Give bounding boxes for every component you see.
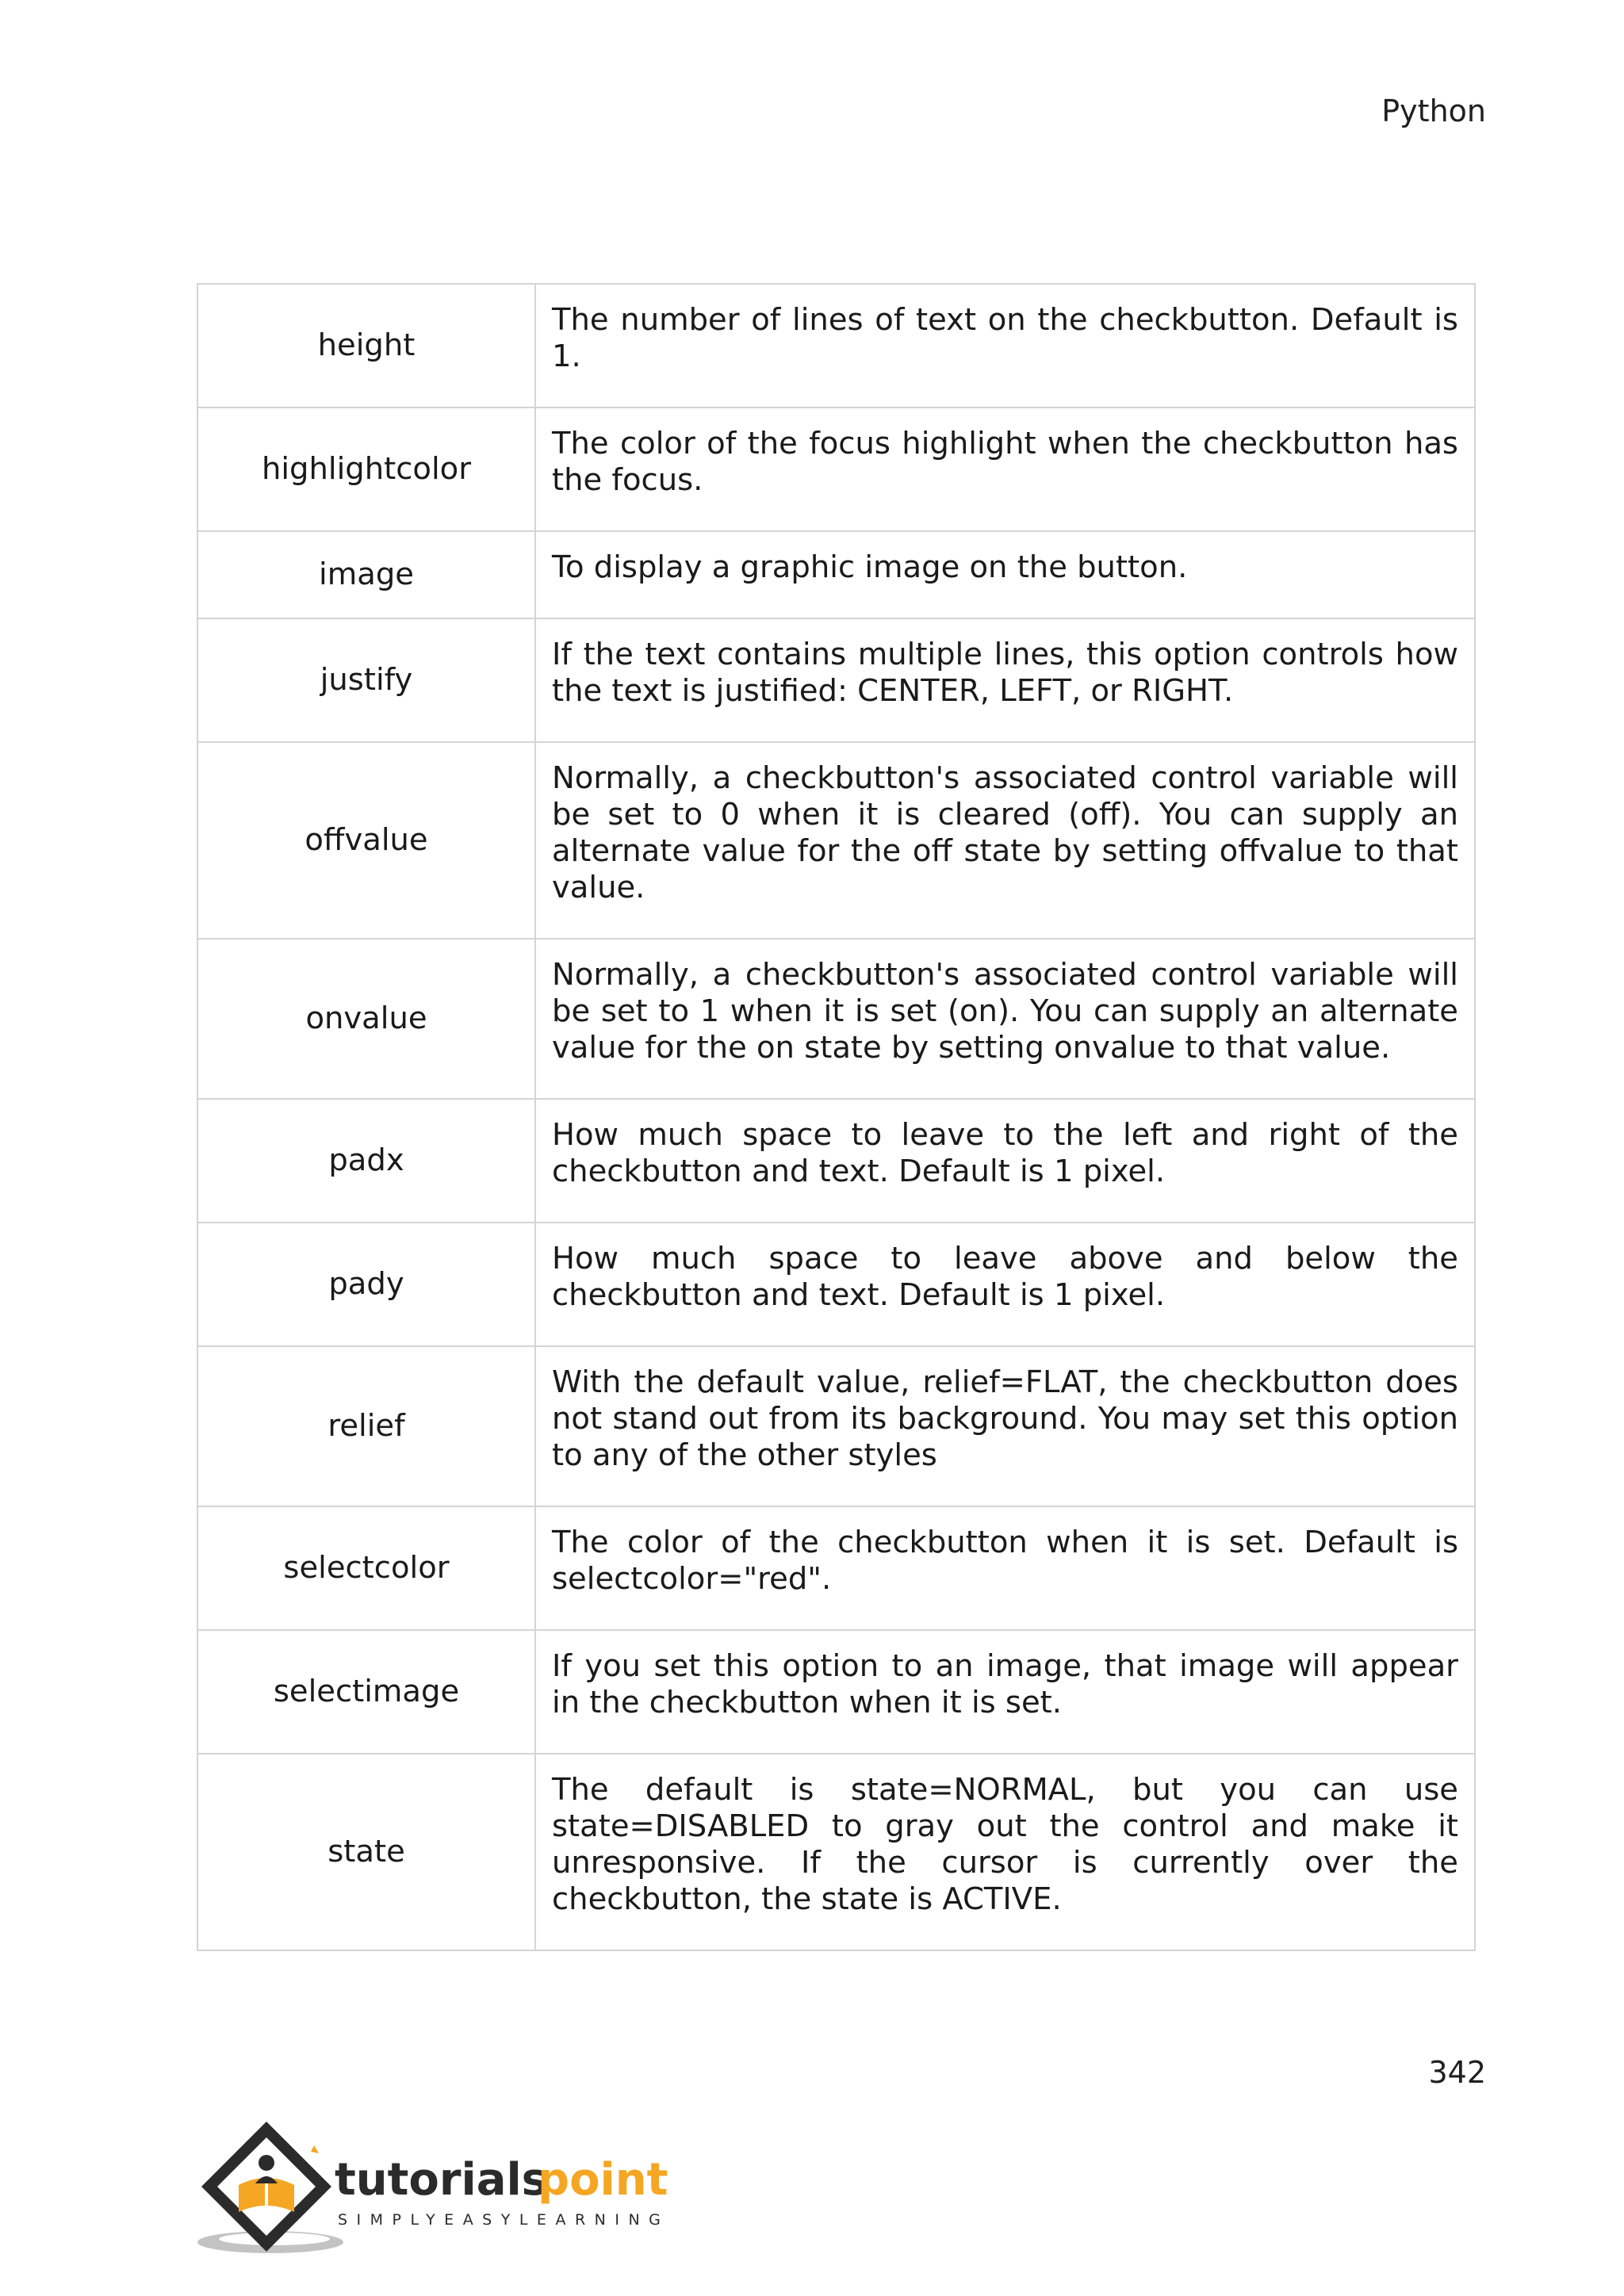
option-description: With the default value, relief=FLAT, the checkbutton does not stand out from its background. You may set this option to any of the other styles	[535, 1346, 1475, 1506]
option-name: highlightcolor	[197, 408, 535, 531]
option-name: state	[197, 1754, 535, 1950]
option-description: The default is state=NORMAL, but you can use state=DISABLED to gray out the control and make it unresponsive. If the cursor is currently over the checkbutton, the state is ACTIVE.	[535, 1754, 1475, 1950]
logo-wordmark-point: point	[538, 2154, 668, 2206]
option-description: Normally, a checkbutton's associated control variable will be set to 0 when it is cleared (off). You can supply an alternate value for the off state by setting offvalue to that value.	[535, 742, 1475, 939]
logo-wordmark-tutorials: tutorials	[335, 2154, 549, 2206]
option-description: How much space to leave to the left and right of the checkbutton and text. Default is 1 pixel.	[535, 1099, 1475, 1223]
option-name: selectimage	[197, 1630, 535, 1754]
table-row	[197, 939, 1475, 1099]
table-row	[197, 284, 1475, 408]
option-name: height	[197, 284, 535, 408]
table-row	[197, 1630, 1475, 1754]
table-row	[197, 1099, 1475, 1223]
table-row	[197, 1223, 1475, 1346]
table-row	[197, 1506, 1475, 1630]
table-row	[197, 1346, 1475, 1506]
option-description: The color of the focus highlight when the checkbutton has the focus.	[535, 408, 1475, 531]
option-name: justify	[197, 618, 535, 742]
logo-tagline: SIMPLYEASYLEARNING	[338, 2211, 670, 2229]
running-header-title: Python	[1381, 94, 1486, 128]
option-name: offvalue	[197, 742, 535, 939]
table-row	[197, 408, 1475, 531]
table-row	[197, 618, 1475, 742]
option-name: selectcolor	[197, 1506, 535, 1630]
option-name: onvalue	[197, 939, 535, 1099]
table-row	[197, 531, 1475, 618]
checkbutton-options-table	[197, 283, 1476, 1951]
option-description: The color of the checkbutton when it is set. Default is selectcolor="red".	[535, 1506, 1475, 1630]
table-row	[197, 742, 1475, 939]
option-description: Normally, a checkbutton's associated control variable will be set to 1 when it is set (on). You can supply an alternate value for the on state by setting onvalue to that value.	[535, 939, 1475, 1099]
tutorialspoint-logo	[195, 2115, 687, 2258]
option-name: padx	[197, 1099, 535, 1223]
option-name: pady	[197, 1223, 535, 1346]
option-name: image	[197, 531, 535, 618]
option-name: relief	[197, 1346, 535, 1506]
option-description: If you set this option to an image, that image will appear in the checkbutton when it is set.	[535, 1630, 1475, 1754]
option-description: How much space to leave above and below the checkbutton and text. Default is 1 pixel.	[535, 1223, 1475, 1346]
option-description: If the text contains multiple lines, this option controls how the text is justified: CENTER, LEFT, or RIGHT.	[535, 618, 1475, 742]
option-description: The number of lines of text on the checkbutton. Default is 1.	[535, 284, 1475, 408]
page-number: 342	[1428, 2055, 1486, 2090]
table-row	[197, 1754, 1475, 1950]
option-description: To display a graphic image on the button.	[535, 531, 1475, 618]
